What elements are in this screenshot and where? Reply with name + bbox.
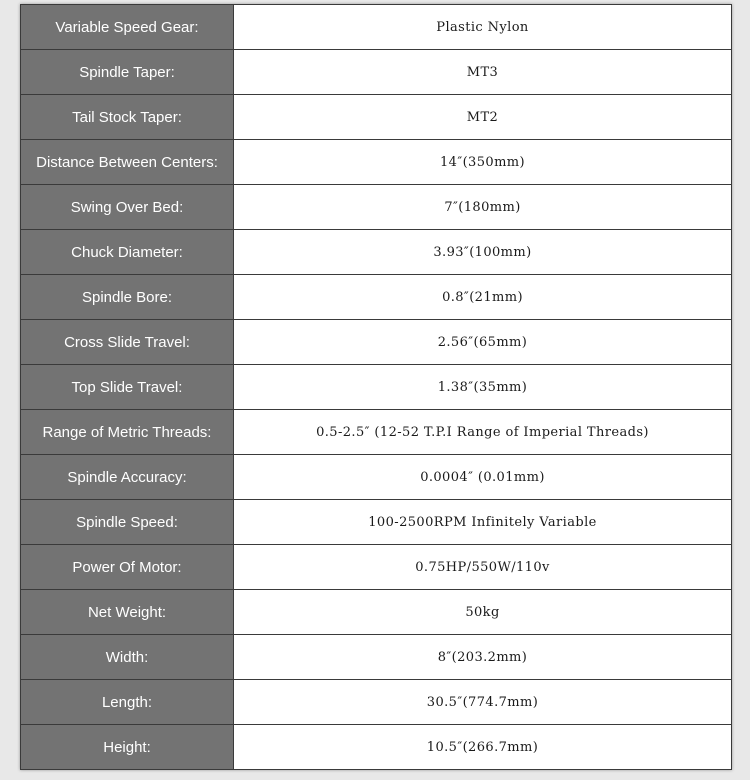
spec-label: Net Weight: <box>21 590 234 635</box>
spec-label: Chuck Diameter: <box>21 230 234 275</box>
spec-label: Spindle Bore: <box>21 275 234 320</box>
spec-row <box>21 635 732 680</box>
spec-table-body <box>21 5 732 770</box>
spec-label: Spindle Accuracy: <box>21 455 234 500</box>
spec-value: 1.38″(35mm) <box>234 365 732 410</box>
spec-row <box>21 680 732 725</box>
spec-row <box>21 455 732 500</box>
spec-value: MT3 <box>234 50 732 95</box>
spec-value: 0.75HP/550W/110v <box>234 545 732 590</box>
spec-value: 0.0004″ (0.01mm) <box>234 455 732 500</box>
spec-row <box>21 320 732 365</box>
spec-row <box>21 545 732 590</box>
spec-value: 0.8″(21mm) <box>234 275 732 320</box>
spec-label: Tail Stock Taper: <box>21 95 234 140</box>
spec-table <box>20 4 732 770</box>
spec-row <box>21 725 732 770</box>
spec-value: Plastic Nylon <box>234 5 732 50</box>
spec-value: 2.56″(65mm) <box>234 320 732 365</box>
spec-label: Height: <box>21 725 234 770</box>
spec-value: 3.93″(100mm) <box>234 230 732 275</box>
spec-row <box>21 50 732 95</box>
spec-value: MT2 <box>234 95 732 140</box>
spec-row <box>21 140 732 185</box>
spec-row <box>21 95 732 140</box>
spec-row <box>21 185 732 230</box>
spec-value: 50kg <box>234 590 732 635</box>
spec-row <box>21 500 732 545</box>
spec-label: Cross Slide Travel: <box>21 320 234 365</box>
spec-value: 10.5″(266.7mm) <box>234 725 732 770</box>
spec-row <box>21 590 732 635</box>
spec-row <box>21 410 732 455</box>
spec-label: Length: <box>21 680 234 725</box>
spec-row <box>21 230 732 275</box>
spec-value: 0.5-2.5″ (12-52 T.P.I Range of Imperial Threads) <box>234 410 732 455</box>
spec-value: 100-2500RPM Infinitely Variable <box>234 500 732 545</box>
spec-value: 7″(180mm) <box>234 185 732 230</box>
spec-label: Distance Between Centers: <box>21 140 234 185</box>
spec-label: Width: <box>21 635 234 680</box>
spec-row <box>21 5 732 50</box>
spec-value: 8″(203.2mm) <box>234 635 732 680</box>
spec-label: Power Of Motor: <box>21 545 234 590</box>
spec-label: Range of Metric Threads: <box>21 410 234 455</box>
spec-label: Spindle Speed: <box>21 500 234 545</box>
spec-row <box>21 275 732 320</box>
spec-label: Variable Speed Gear: <box>21 5 234 50</box>
spec-label: Top Slide Travel: <box>21 365 234 410</box>
spec-label: Swing Over Bed: <box>21 185 234 230</box>
spec-row <box>21 365 732 410</box>
spec-value: 30.5″(774.7mm) <box>234 680 732 725</box>
spec-value: 14″(350mm) <box>234 140 732 185</box>
spec-label: Spindle Taper: <box>21 50 234 95</box>
